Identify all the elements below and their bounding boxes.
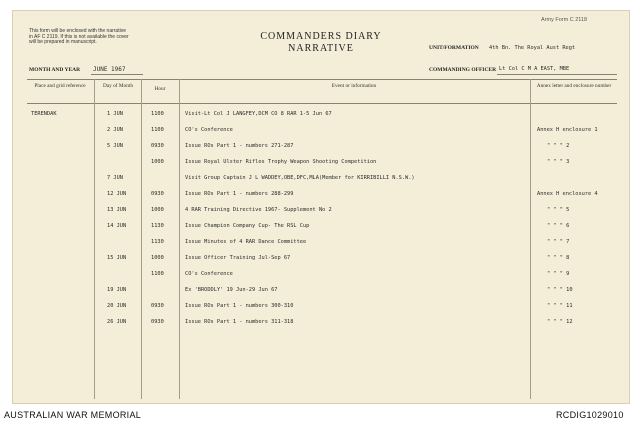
diary-page [12, 10, 630, 404]
page-subtitle: NARRATIVE [288, 43, 354, 54]
month-label: MONTH AND YEAR [29, 67, 81, 73]
row-hour: 0930 [151, 319, 164, 325]
row-event: Issue Minutes of 4 RAR Dance Committee [185, 239, 307, 245]
row-day: 12 JUN [107, 191, 127, 197]
row-hour: 1130 [151, 223, 164, 229]
officer-label: COMMANDING OFFICER [429, 67, 497, 73]
col-header-hour: Hour [154, 86, 166, 92]
row-day: 15 JUN [107, 255, 127, 261]
row-event: Issue Officer Training Jul-Sep 67 [185, 255, 291, 261]
col-header-event: Event or information [331, 83, 377, 89]
row-day: 13 JUN [107, 207, 127, 213]
row-annex: " " " 3 [547, 159, 570, 165]
row-event: Issue ROs Part 1 - numbers 288-299 [185, 191, 294, 197]
row-hour: 1000 [151, 159, 164, 165]
row-annex: Annex H enclosure 4 [537, 191, 598, 197]
footer-source: AUSTRALIAN WAR MEMORIAL [4, 410, 142, 420]
row-event: CO's Conference [185, 271, 233, 277]
row-event: Ex 'BRODDLY' 19 Jun-29 Jun 67 [185, 287, 278, 293]
row-hour: 1100 [151, 127, 164, 133]
month-underline [91, 74, 143, 75]
row-event: Visit-Lt Col J LANGFEY,DCM CO 8 RAR 1-5 Jun 67 [185, 111, 332, 117]
row-event: Issue ROs Part 1 - numbers 311-318 [185, 319, 294, 325]
row-hour: 1100 [151, 271, 164, 277]
table-top-rule [27, 79, 617, 80]
row-annex: " " " 12 [547, 319, 573, 325]
row-annex: " " " 7 [547, 239, 570, 245]
table-header-rule [27, 103, 617, 104]
row-annex: " " " 11 [547, 303, 573, 309]
footer-id: RCDIG1029010 [556, 410, 624, 420]
row-event: Issue ROs Part 1 - numbers 300-310 [185, 303, 294, 309]
row-event: Issue Champion Company Cup- The RSL Cup [185, 223, 310, 229]
row-day: 19 JUN [107, 287, 127, 293]
row-day: 5 JUN [107, 143, 123, 149]
col-divider-3 [179, 79, 180, 399]
row-hour: 1130 [151, 239, 164, 245]
row-event: Issue ROs Part 1 - numbers 271-287 [185, 143, 294, 149]
officer-underline [497, 74, 617, 75]
col-divider-1 [94, 79, 95, 399]
army-form-number: Army Form C 2118 [541, 17, 588, 23]
row-place: TERENDAK [31, 111, 57, 117]
row-hour: 0930 [151, 303, 164, 309]
col-header-annex: Annex letter and enclosure number [536, 83, 612, 89]
row-event: Visit Group Captain J L WADDEY,OBE,DFC,MLA(Member for KIRRIBILLI N.S.W.) [185, 175, 415, 181]
unit-label: UNIT/FORMATION [429, 45, 479, 51]
month-value: JUNE 1967 [93, 66, 126, 73]
row-day: 14 JUN [107, 223, 127, 229]
row-day: 2 JUN [107, 127, 123, 133]
page-title: COMMANDERS DIARY [260, 31, 382, 42]
row-annex: Annex H enclosure 1 [537, 127, 598, 133]
row-event: CO's Conference [185, 127, 233, 133]
row-hour: 1000 [151, 255, 164, 261]
col-header-place: Place and grid reference [34, 83, 86, 89]
row-hour: 1100 [151, 111, 164, 117]
row-day: 7 JUN [107, 175, 123, 181]
row-annex: " " " 9 [547, 271, 570, 277]
col-divider-4 [530, 79, 531, 399]
enclosure-notice: This form will be enclosed with the narrative in AF C 2119. If this is not available the cover will be prepared in manuscript. [29, 28, 129, 46]
row-hour: 0930 [151, 143, 164, 149]
col-divider-2 [141, 79, 142, 399]
col-header-day: Day of Month [102, 83, 133, 89]
row-annex: " " " 5 [547, 207, 570, 213]
row-event: Issue Royal Ulster Rifles Trophy Weapon Shooting Competition [185, 159, 377, 165]
row-annex: " " " 2 [547, 143, 570, 149]
row-day: 1 JUN [107, 111, 123, 117]
row-hour: 1000 [151, 207, 164, 213]
row-event: 4 RAR Training Directive 1967- Supplement No 2 [185, 207, 332, 213]
unit-value: 4th Bn. The Royal Aust Regt [489, 45, 576, 51]
row-hour: 0930 [151, 191, 164, 197]
row-annex: " " " 6 [547, 223, 570, 229]
row-annex: " " " 10 [547, 287, 573, 293]
officer-value: Lt Col C M A EAST, MBE [499, 66, 570, 72]
row-day: 26 JUN [107, 319, 127, 325]
row-day: 20 JUN [107, 303, 127, 309]
row-annex: " " " 8 [547, 255, 570, 261]
